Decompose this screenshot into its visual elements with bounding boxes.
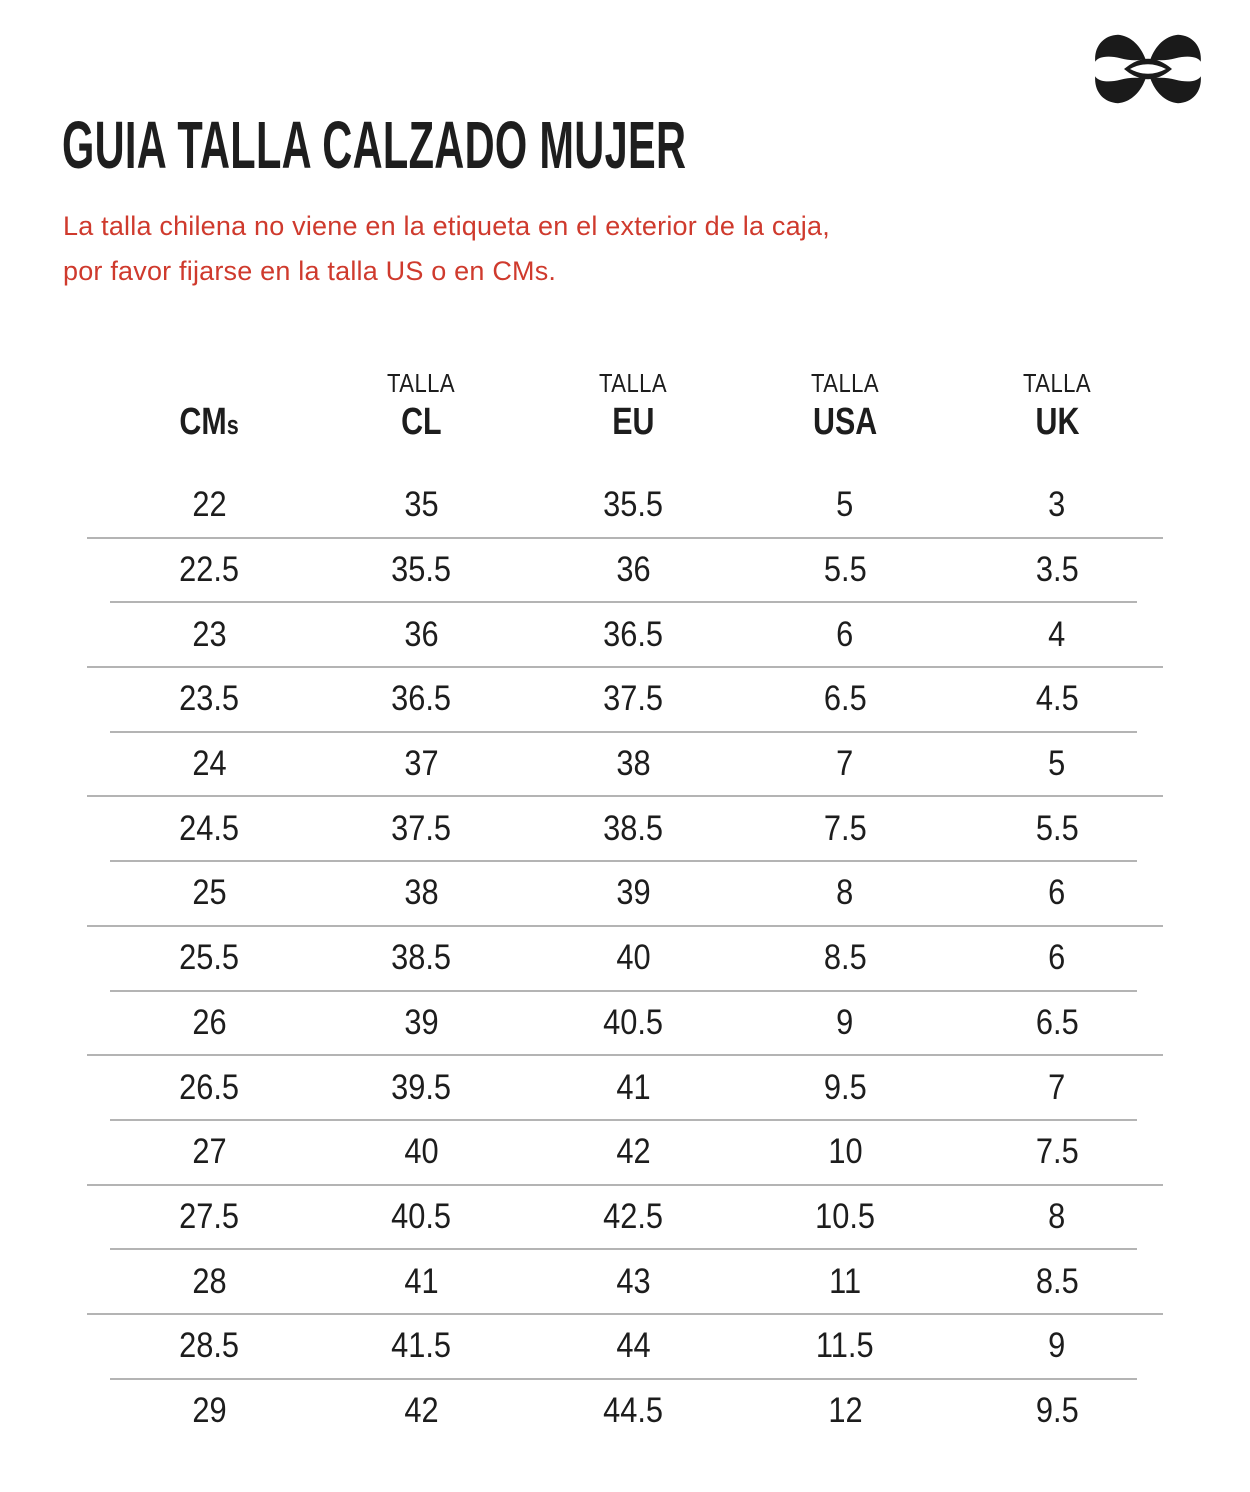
cell-usa [739, 1068, 951, 1108]
cell-value: 26 [191, 1002, 227, 1042]
column-header-label-cl [315, 401, 527, 445]
column-header-label-text: EU [611, 401, 655, 443]
cell-cl [315, 809, 527, 849]
cell-cms [103, 1197, 315, 1237]
cell-value: 12 [827, 1390, 863, 1430]
cell-cms [103, 938, 315, 978]
cell-usa [739, 1003, 951, 1043]
cell-uk [951, 744, 1163, 784]
cell-cl [315, 615, 527, 655]
cell-usa [739, 485, 951, 525]
column-header-usa [739, 365, 951, 445]
cell-uk [951, 1003, 1163, 1043]
cell-value: 6 [1048, 938, 1066, 978]
cell-eu [527, 809, 739, 849]
cell-value: 7 [1048, 1067, 1066, 1107]
cell-usa [739, 679, 951, 719]
cell-eu [527, 1197, 739, 1237]
cell-value: 40.5 [391, 1196, 451, 1236]
cell-cl [315, 550, 527, 590]
cell-value: 9.5 [823, 1067, 867, 1107]
cell-eu [527, 1132, 739, 1172]
cell-value: 3 [1048, 485, 1066, 525]
cell-value: 26.5 [179, 1067, 239, 1107]
cell-value: 35 [403, 485, 439, 525]
cell-value: 6 [836, 614, 854, 654]
size-table [103, 365, 1163, 1443]
cell-value: 44.5 [603, 1390, 663, 1430]
cell-value: 40 [403, 1132, 439, 1172]
column-header-uk [951, 365, 1163, 445]
cell-value: 44 [615, 1326, 651, 1366]
column-header-top-text: TALLA [598, 368, 668, 398]
table-row [103, 1055, 1163, 1120]
cell-uk [951, 1326, 1163, 1366]
cell-cl [315, 679, 527, 719]
column-header-label-cms [103, 401, 315, 445]
cell-value: 6 [1048, 873, 1066, 913]
cell-value: 5 [836, 485, 854, 525]
cell-usa [739, 1197, 951, 1237]
table-row [103, 473, 1163, 538]
table-row [103, 926, 1163, 991]
size-note-line-2: por favor fijarse en la talla US o en CMs. [63, 256, 557, 286]
cell-value: 25.5 [179, 938, 239, 978]
cell-usa [739, 744, 951, 784]
page-title-text: GUIA TALLA CALZADO MUJER [62, 108, 687, 183]
column-header-top-text: TALLA [810, 368, 880, 398]
cell-cl [315, 485, 527, 525]
cell-cl [315, 1132, 527, 1172]
table-row [103, 602, 1163, 667]
cell-value: 40 [615, 938, 651, 978]
column-header-top-usa [739, 365, 951, 401]
column-header-label-text: UK [1035, 401, 1079, 443]
cell-value: 39 [403, 1002, 439, 1042]
cell-value: 36 [403, 614, 439, 654]
cell-cms [103, 1132, 315, 1172]
cell-cms [103, 550, 315, 590]
cell-value: 8.5 [823, 938, 867, 978]
cell-value: 36.5 [391, 679, 451, 719]
table-row [103, 1314, 1163, 1379]
cell-value: 6.5 [823, 679, 867, 719]
cell-value: 4.5 [1035, 679, 1079, 719]
table-row [103, 1249, 1163, 1314]
cell-uk [951, 1132, 1163, 1172]
table-row [103, 1185, 1163, 1250]
cell-value: 35.5 [391, 550, 451, 590]
cell-value: 27 [191, 1132, 227, 1172]
cell-usa [739, 615, 951, 655]
cell-eu [527, 1262, 739, 1302]
cell-value: 40.5 [603, 1002, 663, 1042]
cell-value: 22.5 [179, 550, 239, 590]
column-header-eu [527, 365, 739, 445]
cell-usa [739, 1391, 951, 1431]
cell-value: 6.5 [1035, 1002, 1079, 1042]
cell-value: 41 [615, 1067, 651, 1107]
cell-value: 3.5 [1035, 550, 1079, 590]
cell-usa [739, 1262, 951, 1302]
table-row [103, 538, 1163, 603]
cell-eu [527, 485, 739, 525]
cell-value: 24.5 [179, 808, 239, 848]
column-header-top-cms [103, 365, 315, 401]
cell-uk [951, 485, 1163, 525]
cell-uk [951, 679, 1163, 719]
cell-eu [527, 1326, 739, 1366]
cell-value: 27.5 [179, 1196, 239, 1236]
cell-value: 38 [403, 873, 439, 913]
cell-cms [103, 679, 315, 719]
cell-value: 41.5 [391, 1326, 451, 1366]
cell-eu [527, 550, 739, 590]
size-table-header [103, 365, 1163, 445]
cell-cms [103, 1391, 315, 1431]
cell-cms [103, 1003, 315, 1043]
cell-usa [739, 938, 951, 978]
cell-value: 37 [403, 744, 439, 784]
cell-value: 39 [615, 873, 651, 913]
cell-value: 9 [836, 1002, 854, 1042]
cell-value: 41 [403, 1261, 439, 1301]
table-row [103, 991, 1163, 1056]
cell-usa [739, 550, 951, 590]
cell-value: 37.5 [603, 679, 663, 719]
cell-value: 28 [191, 1261, 227, 1301]
cell-cms [103, 1262, 315, 1302]
column-header-cl [315, 365, 527, 445]
cell-uk [951, 1197, 1163, 1237]
cell-cms [103, 873, 315, 913]
table-row [103, 861, 1163, 926]
cell-cms [103, 744, 315, 784]
cell-uk [951, 615, 1163, 655]
column-header-top-text: TALLA [386, 368, 456, 398]
cell-eu [527, 1068, 739, 1108]
cell-value: 25 [191, 873, 227, 913]
cell-value: 11 [829, 1261, 861, 1301]
column-header-label-text: USA [812, 401, 878, 443]
cell-eu [527, 679, 739, 719]
cell-cms [103, 485, 315, 525]
cell-cms [103, 1068, 315, 1108]
cell-value: 23.5 [179, 679, 239, 719]
column-header-label-eu [527, 401, 739, 445]
cell-value: 8 [1048, 1196, 1066, 1236]
cell-value: 39.5 [391, 1067, 451, 1107]
table-row [103, 1120, 1163, 1185]
cell-cl [315, 1068, 527, 1108]
cell-value: 8 [836, 873, 854, 913]
column-header-top-cl [315, 365, 527, 401]
cell-value: 23 [191, 614, 227, 654]
cell-usa [739, 873, 951, 913]
cell-cl [315, 873, 527, 913]
cell-value: 9 [1048, 1326, 1066, 1366]
page-title [62, 108, 1069, 183]
cell-value: 10 [827, 1132, 863, 1172]
cell-eu [527, 615, 739, 655]
cell-value: 38.5 [391, 938, 451, 978]
cell-uk [951, 1262, 1163, 1302]
cell-value: 28.5 [179, 1326, 239, 1366]
cell-value: 42 [403, 1390, 439, 1430]
cell-value: 5 [1048, 744, 1066, 784]
cell-uk [951, 809, 1163, 849]
size-table-body [103, 473, 1163, 1443]
cell-value: 35.5 [603, 485, 663, 525]
cell-value: 9.5 [1035, 1390, 1079, 1430]
column-header-top-text: TALLA [1022, 368, 1092, 398]
cell-value: 24 [191, 744, 227, 784]
cell-value: 7.5 [823, 808, 867, 848]
cell-uk [951, 938, 1163, 978]
cell-cl [315, 1003, 527, 1043]
table-row [103, 667, 1163, 732]
size-note [63, 204, 830, 294]
cell-value: 43 [615, 1261, 651, 1301]
under-armour-logo-icon [1088, 27, 1208, 111]
cell-cms [103, 615, 315, 655]
cell-value: 4 [1048, 614, 1066, 654]
cell-usa [739, 1326, 951, 1366]
column-header-label-text: CL [400, 401, 442, 443]
cell-value: 7.5 [1035, 1132, 1079, 1172]
cell-value: 42.5 [603, 1196, 663, 1236]
cell-value: 5.5 [1035, 808, 1079, 848]
cell-usa [739, 1132, 951, 1172]
cell-value: 10.5 [815, 1196, 875, 1236]
column-header-top-uk [951, 365, 1163, 401]
cell-eu [527, 1003, 739, 1043]
table-row [103, 732, 1163, 797]
column-header-top-eu [527, 365, 739, 401]
cell-value: 38 [615, 744, 651, 784]
cell-cl [315, 1262, 527, 1302]
cell-cms [103, 809, 315, 849]
cell-value: 42 [615, 1132, 651, 1172]
cell-value: 36 [615, 550, 651, 590]
cell-cl [315, 744, 527, 784]
column-header-label-text: CMs [179, 401, 239, 443]
cell-cl [315, 938, 527, 978]
cell-eu [527, 873, 739, 913]
cell-eu [527, 744, 739, 784]
cell-uk [951, 1391, 1163, 1431]
table-row [103, 1379, 1163, 1444]
column-header-label-suffix: s [226, 410, 239, 440]
cell-usa [739, 809, 951, 849]
cell-cl [315, 1391, 527, 1431]
cell-eu [527, 938, 739, 978]
cell-value: 22 [191, 485, 227, 525]
cell-uk [951, 550, 1163, 590]
cell-cl [315, 1197, 527, 1237]
cell-value: 11.5 [816, 1326, 874, 1366]
cell-uk [951, 873, 1163, 913]
column-header-cms [103, 365, 315, 445]
table-row [103, 796, 1163, 861]
cell-value: 5.5 [823, 550, 867, 590]
size-note-line-1: La talla chilena no viene en la etiqueta en el exterior de la caja, [63, 211, 830, 241]
column-header-label-uk [951, 401, 1163, 445]
cell-value: 8.5 [1035, 1261, 1079, 1301]
cell-cl [315, 1326, 527, 1366]
cell-cms [103, 1326, 315, 1366]
cell-uk [951, 1068, 1163, 1108]
cell-value: 38.5 [603, 808, 663, 848]
cell-value: 36.5 [603, 614, 663, 654]
cell-eu [527, 1391, 739, 1431]
cell-value: 37.5 [391, 808, 451, 848]
cell-value: 29 [191, 1390, 227, 1430]
cell-value: 7 [836, 744, 854, 784]
column-header-label-usa [739, 401, 951, 445]
